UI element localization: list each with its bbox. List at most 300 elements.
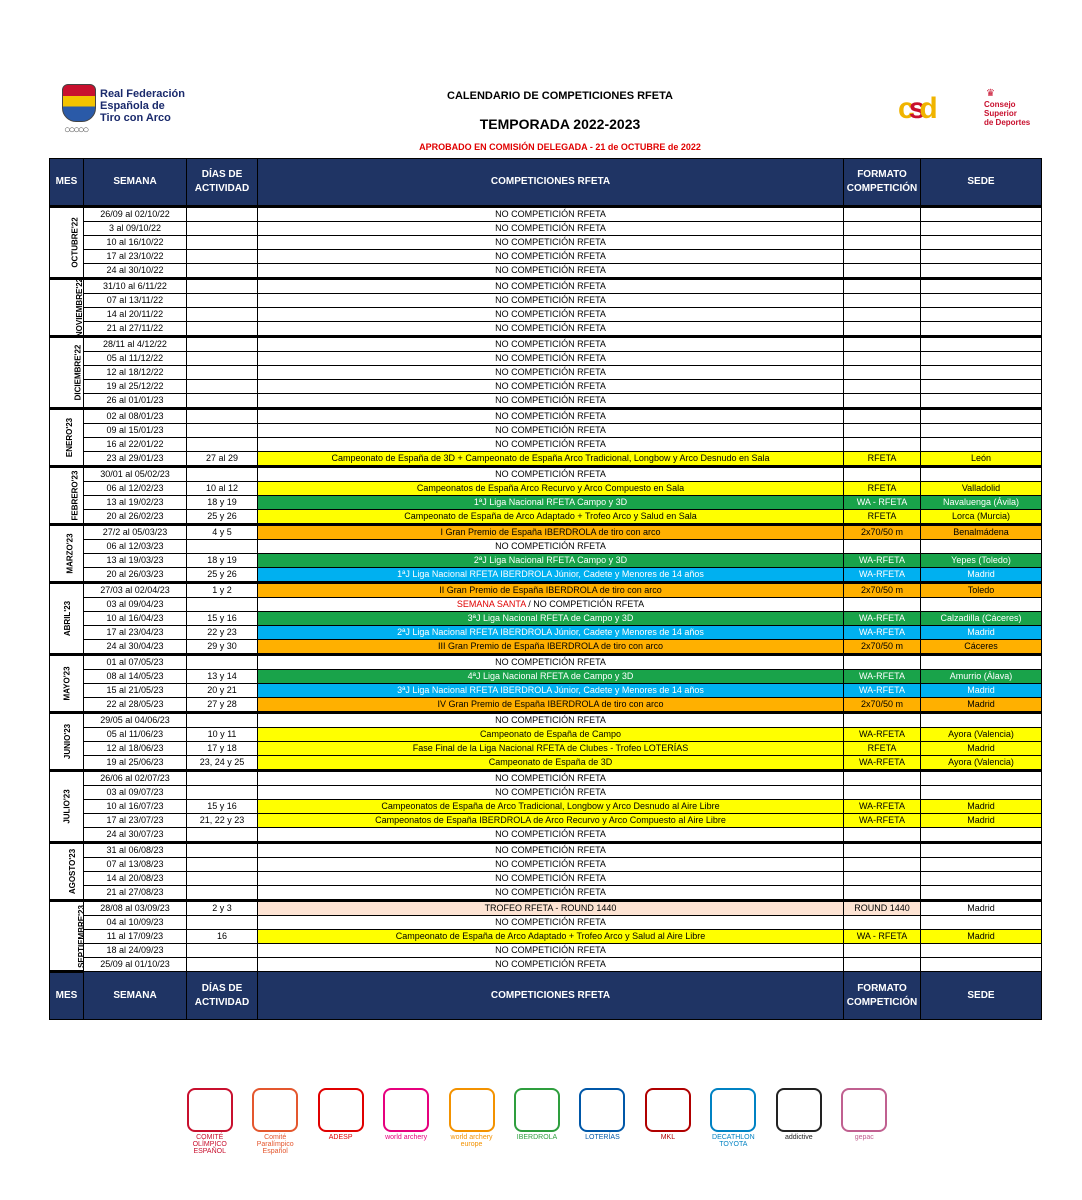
competition-cell: Campeonato de España de Arco Adaptado + Trofeo Arco y Salud en Sala — [258, 510, 844, 525]
week-cell: 30/01 al 05/02/23 — [84, 467, 187, 482]
venue-cell — [921, 655, 1042, 670]
week-cell: 24 al 30/04/23 — [84, 640, 187, 655]
competition-cell: NO COMPETICIÓN RFETA — [258, 294, 844, 308]
col-header-sede: SEDE — [921, 159, 1042, 207]
week-cell: 07 al 13/11/22 — [84, 294, 187, 308]
competition-cell: NO COMPETICIÓN RFETA — [258, 916, 844, 930]
iberdrola-logo — [507, 1088, 566, 1141]
format-cell — [844, 872, 921, 886]
competition-cell: NO COMPETICIÓN RFETA — [258, 886, 844, 901]
competition-cell: Campeonato de España de Arco Adaptado + Trofeo Arco y Salud al Aire Libre — [258, 930, 844, 944]
week-cell: 21 al 27/08/23 — [84, 886, 187, 901]
competition-cell: IV Gran Premio de España IBERDROLA de tiro con arco — [258, 698, 844, 713]
venue-cell: Lorca (Murcia) — [921, 510, 1042, 525]
venue-cell: Ayora (Valencia) — [921, 756, 1042, 771]
activity-days-cell — [187, 394, 258, 409]
format-cell — [844, 222, 921, 236]
competition-cell: NO COMPETICIÓN RFETA — [258, 944, 844, 958]
competition-cell: 3ªJ Liga Nacional RFETA IBERDROLA Júnior, Cadete y Menores de 14 años — [258, 684, 844, 698]
cpe-logo — [245, 1088, 304, 1155]
activity-days-cell: 18 y 19 — [187, 496, 258, 510]
competition-cell: Campeonatos de España de Arco Tradicional, Longbow y Arco Desnudo al Aire Libre — [258, 800, 844, 814]
competition-calendar-table — [49, 158, 1042, 1020]
table-row — [50, 424, 1042, 438]
activity-days-cell — [187, 598, 258, 612]
activity-days-cell — [187, 843, 258, 858]
table-row — [50, 828, 1042, 843]
format-cell — [844, 467, 921, 482]
format-cell: RFETA — [844, 510, 921, 525]
competition-cell: 4ªJ Liga Nacional RFETA de Campo y 3D — [258, 670, 844, 684]
venue-cell — [921, 394, 1042, 409]
table-row — [50, 771, 1042, 786]
month-label-text: MARZO'23 — [65, 533, 75, 574]
table-row — [50, 944, 1042, 958]
table-row — [50, 568, 1042, 583]
week-cell: 31/10 al 6/11/22 — [84, 279, 187, 294]
document-header — [50, 80, 1040, 152]
venue-cell: Madrid — [921, 742, 1042, 756]
sponsor-name: addictive — [784, 1134, 813, 1141]
activity-days-cell: 13 y 14 — [187, 670, 258, 684]
competition-text: / NO COMPETICIÓN RFETA — [525, 599, 645, 609]
table-row — [50, 438, 1042, 452]
format-cell: RFETA — [844, 482, 921, 496]
month-label — [50, 409, 84, 467]
addictive-logo-icon — [776, 1088, 822, 1132]
format-cell — [844, 207, 921, 222]
table-row — [50, 756, 1042, 771]
venue-cell: Cáceres — [921, 640, 1042, 655]
table-row — [50, 640, 1042, 655]
world-archery-logo-icon — [383, 1088, 429, 1132]
activity-days-cell: 18 y 19 — [187, 554, 258, 568]
format-cell — [844, 944, 921, 958]
competition-cell: NO COMPETICIÓN RFETA — [258, 236, 844, 250]
org-name-line3: Tiro con Arco — [100, 112, 171, 124]
activity-days-cell: 21, 22 y 23 — [187, 814, 258, 828]
month-label-text: ENERO'23 — [65, 417, 75, 458]
rfeta-logo — [58, 80, 198, 140]
month-label — [50, 901, 84, 972]
venue-cell — [921, 352, 1042, 366]
venue-cell: Madrid — [921, 814, 1042, 828]
format-cell: WA-RFETA — [844, 568, 921, 583]
activity-days-cell — [187, 366, 258, 380]
venue-cell: Yepes (Toledo) — [921, 554, 1042, 568]
format-cell — [844, 279, 921, 294]
activity-days-cell — [187, 380, 258, 394]
table-row — [50, 598, 1042, 612]
table-row — [50, 583, 1042, 598]
season-title: TEMPORADA 2022-2023 — [479, 116, 641, 132]
iberdrola-logo-icon — [514, 1088, 560, 1132]
activity-days-cell — [187, 771, 258, 786]
month-label-text: JUNIO'23 — [63, 723, 73, 760]
table-row — [50, 901, 1042, 916]
week-cell: 16 al 22/01/22 — [84, 438, 187, 452]
competition-cell: 3ªJ Liga Nacional RFETA de Campo y 3D — [258, 612, 844, 626]
activity-days-cell — [187, 236, 258, 250]
competition-cell: NO COMPETICIÓN RFETA — [258, 655, 844, 670]
week-cell: 23 al 29/01/23 — [84, 452, 187, 467]
activity-days-cell — [187, 713, 258, 728]
competition-cell: NO COMPETICIÓN RFETA — [258, 308, 844, 322]
table-row — [50, 698, 1042, 713]
table-header — [50, 159, 1042, 207]
competition-cell: NO COMPETICIÓN RFETA — [258, 467, 844, 482]
cpe-logo-icon — [252, 1088, 298, 1132]
competition-cell: NO COMPETICIÓN RFETA — [258, 250, 844, 264]
table-row — [50, 540, 1042, 554]
format-cell — [844, 958, 921, 972]
competition-cell: 2ªJ Liga Nacional RFETA IBERDROLA Júnior, Cadete y Menores de 14 años — [258, 626, 844, 640]
format-cell — [844, 786, 921, 800]
sponsor-name: LOTERÍAS — [585, 1134, 620, 1141]
week-cell: 01 al 07/05/23 — [84, 655, 187, 670]
week-cell: 21 al 27/11/22 — [84, 322, 187, 337]
loterias-logo-icon — [579, 1088, 625, 1132]
week-cell: 08 al 14/05/23 — [84, 670, 187, 684]
csd-mark-icon: csd — [898, 92, 932, 125]
week-cell: 28/08 al 03/09/23 — [84, 901, 187, 916]
format-cell — [844, 236, 921, 250]
venue-cell — [921, 958, 1042, 972]
week-cell: 06 al 12/02/23 — [84, 482, 187, 496]
competition-cell: III Gran Premio de España IBERDROLA de tiro con arco — [258, 640, 844, 655]
venue-cell — [921, 322, 1042, 337]
activity-days-cell — [187, 438, 258, 452]
month-label-text: NOVIEMBRE'22 — [75, 277, 85, 338]
competition-cell: Campeonatos de España IBERDROLA de Arco Recurvo y Arco Compuesto al Aire Libre — [258, 814, 844, 828]
world-archery-europe-logo-icon — [449, 1088, 495, 1132]
month-label — [50, 583, 84, 655]
competition-cell: NO COMPETICIÓN RFETA — [258, 540, 844, 554]
month-label-text: ABRIL'23 — [63, 600, 73, 637]
format-cell — [844, 438, 921, 452]
format-cell: WA-RFETA — [844, 756, 921, 771]
competition-cell: NO COMPETICIÓN RFETA — [258, 366, 844, 380]
competition-cell: NO COMPETICIÓN RFETA — [258, 958, 844, 972]
addictive-logo — [769, 1088, 828, 1141]
activity-days-cell — [187, 540, 258, 554]
table-row — [50, 250, 1042, 264]
activity-days-cell — [187, 467, 258, 482]
week-cell: 11 al 17/09/23 — [84, 930, 187, 944]
format-cell: 2x70/50 m — [844, 698, 921, 713]
venue-cell: Navaluenga (Ávila) — [921, 496, 1042, 510]
activity-days-cell: 10 y 11 — [187, 728, 258, 742]
activity-days-cell: 27 y 28 — [187, 698, 258, 713]
format-cell — [844, 366, 921, 380]
csd-logo — [898, 88, 1038, 138]
week-cell: 29/05 al 04/06/23 — [84, 713, 187, 728]
activity-days-cell: 27 al 29 — [187, 452, 258, 467]
table-row — [50, 510, 1042, 525]
week-cell: 15 al 21/05/23 — [84, 684, 187, 698]
format-cell — [844, 916, 921, 930]
venue-cell: Valladolid — [921, 482, 1042, 496]
venue-cell — [921, 222, 1042, 236]
table-footer-header — [50, 972, 1042, 1020]
format-cell: 2x70/50 m — [844, 525, 921, 540]
venue-cell — [921, 872, 1042, 886]
venue-cell: Toledo — [921, 583, 1042, 598]
table-row — [50, 482, 1042, 496]
sponsor-name: COMITÉ OLÍMPICO ESPAÑOL — [192, 1134, 227, 1155]
col-header-dias: DÍAS DE ACTIVIDAD — [187, 159, 258, 207]
csd-line2: Superior — [984, 109, 1017, 118]
gepac-logo-icon — [841, 1088, 887, 1132]
venue-cell — [921, 236, 1042, 250]
format-cell — [844, 409, 921, 424]
venue-cell: Madrid — [921, 930, 1042, 944]
week-cell: 31 al 06/08/23 — [84, 843, 187, 858]
competition-cell: NO COMPETICIÓN RFETA — [258, 264, 844, 279]
month-label — [50, 713, 84, 771]
week-cell: 10 al 16/04/23 — [84, 612, 187, 626]
venue-cell — [921, 424, 1042, 438]
competition-cell: NO COMPETICIÓN RFETA — [258, 858, 844, 872]
activity-days-cell: 2 y 3 — [187, 901, 258, 916]
month-label-text: DICIEMBRE'22 — [73, 344, 83, 401]
table-row — [50, 626, 1042, 640]
table-row — [50, 525, 1042, 540]
table-row — [50, 380, 1042, 394]
activity-days-cell: 22 y 23 — [187, 626, 258, 640]
venue-cell: Madrid — [921, 901, 1042, 916]
week-cell: 3 al 09/10/22 — [84, 222, 187, 236]
org-name-line2: Española de — [100, 100, 165, 112]
activity-days-cell — [187, 958, 258, 972]
table-row — [50, 670, 1042, 684]
activity-days-cell — [187, 207, 258, 222]
gepac-logo — [835, 1088, 894, 1141]
venue-cell — [921, 380, 1042, 394]
decathlon-toyota-logo — [704, 1088, 763, 1148]
week-cell: 13 al 19/02/23 — [84, 496, 187, 510]
venue-cell — [921, 786, 1042, 800]
week-cell: 19 al 25/06/23 — [84, 756, 187, 771]
week-cell: 27/03 al 02/04/23 — [84, 583, 187, 598]
table-row — [50, 222, 1042, 236]
table-row — [50, 308, 1042, 322]
crown-icon: ♛ — [986, 88, 995, 99]
competition-cell: NO COMPETICIÓN RFETA — [258, 409, 844, 424]
activity-days-cell — [187, 916, 258, 930]
table-row — [50, 264, 1042, 279]
venue-cell — [921, 294, 1042, 308]
table-row — [50, 858, 1042, 872]
table-row — [50, 916, 1042, 930]
competition-cell: NO COMPETICIÓN RFETA — [258, 424, 844, 438]
week-cell: 28/11 al 4/12/22 — [84, 337, 187, 352]
week-cell: 07 al 13/08/23 — [84, 858, 187, 872]
format-cell: WA-RFETA — [844, 800, 921, 814]
competition-cell: NO COMPETICIÓN RFETA — [258, 222, 844, 236]
activity-days-cell — [187, 424, 258, 438]
week-cell: 03 al 09/04/23 — [84, 598, 187, 612]
week-cell: 20 al 26/03/23 — [84, 568, 187, 583]
competition-cell: NO COMPETICIÓN RFETA — [258, 438, 844, 452]
activity-days-cell — [187, 308, 258, 322]
csd-line1: Consejo — [984, 100, 1016, 109]
format-cell: WA - RFETA — [844, 930, 921, 944]
activity-days-cell: 25 y 26 — [187, 568, 258, 583]
venue-cell: Madrid — [921, 568, 1042, 583]
activity-days-cell: 17 y 18 — [187, 742, 258, 756]
competition-cell: NO COMPETICIÓN RFETA — [258, 380, 844, 394]
venue-cell — [921, 540, 1042, 554]
sponsor-name: world archery europe — [450, 1134, 493, 1148]
sponsor-name: world archery — [385, 1134, 428, 1141]
month-label-text: SEPTIEMBRE'23 — [76, 904, 86, 968]
table-row — [50, 452, 1042, 467]
table-row — [50, 684, 1042, 698]
format-cell — [844, 886, 921, 901]
activity-days-cell — [187, 322, 258, 337]
week-cell: 26 al 01/01/23 — [84, 394, 187, 409]
week-cell: 06 al 12/03/23 — [84, 540, 187, 554]
week-cell: 14 al 20/11/22 — [84, 308, 187, 322]
decathlon-toyota-logo-icon — [710, 1088, 756, 1132]
venue-cell — [921, 598, 1042, 612]
competition-cell: NO COMPETICIÓN RFETA — [258, 352, 844, 366]
week-cell: 10 al 16/07/23 — [84, 800, 187, 814]
venue-cell: Benalmádena — [921, 525, 1042, 540]
month-label — [50, 467, 84, 525]
venue-cell: Madrid — [921, 800, 1042, 814]
venue-cell — [921, 843, 1042, 858]
venue-cell — [921, 771, 1042, 786]
table-row — [50, 612, 1042, 626]
format-cell: RFETA — [844, 452, 921, 467]
sponsor-name: Comité Paralímpico Español — [256, 1134, 294, 1155]
activity-days-cell — [187, 786, 258, 800]
sponsor-logos — [180, 1078, 900, 1158]
competition-cell: NO COMPETICIÓN RFETA — [258, 786, 844, 800]
col-header-mes: MES — [50, 159, 84, 207]
format-cell — [844, 828, 921, 843]
table-body — [50, 207, 1042, 972]
format-cell: 2x70/50 m — [844, 640, 921, 655]
competition-cell: II Gran Premio de España IBERDROLA de tiro con arco — [258, 583, 844, 598]
venue-cell: Ayora (Valencia) — [921, 728, 1042, 742]
month-label — [50, 771, 84, 843]
venue-cell: Madrid — [921, 626, 1042, 640]
table-row — [50, 554, 1042, 568]
week-cell: 18 al 24/09/23 — [84, 944, 187, 958]
week-cell: 05 al 11/12/22 — [84, 352, 187, 366]
format-cell: WA-RFETA — [844, 728, 921, 742]
venue-cell — [921, 337, 1042, 352]
week-cell: 26/09 al 02/10/22 — [84, 207, 187, 222]
adesp-logo — [311, 1088, 370, 1141]
venue-cell — [921, 916, 1042, 930]
format-cell — [844, 771, 921, 786]
rfeta-logo-text — [100, 88, 185, 124]
format-cell: WA-RFETA — [844, 626, 921, 640]
competition-cell: TROFEO RFETA - ROUND 1440 — [258, 901, 844, 916]
format-cell — [844, 308, 921, 322]
week-cell: 26/06 al 02/07/23 — [84, 771, 187, 786]
table-row — [50, 366, 1042, 380]
format-cell — [844, 380, 921, 394]
world-archery-logo — [376, 1088, 435, 1141]
competition-cell: NO COMPETICIÓN RFETA — [258, 394, 844, 409]
venue-cell — [921, 250, 1042, 264]
table-row — [50, 279, 1042, 294]
competition-cell: 1ªJ Liga Nacional RFETA IBERDROLA Júnior, Cadete y Menores de 14 años — [258, 568, 844, 583]
venue-cell — [921, 264, 1042, 279]
week-cell: 05 al 11/06/23 — [84, 728, 187, 742]
week-cell: 27/2 al 05/03/23 — [84, 525, 187, 540]
activity-days-cell: 15 y 16 — [187, 800, 258, 814]
competition-cell: NO COMPETICIÓN RFETA — [258, 279, 844, 294]
activity-days-cell — [187, 828, 258, 843]
week-cell: 12 al 18/12/22 — [84, 366, 187, 380]
holiday-label: SEMANA SANTA — [456, 599, 526, 609]
table-row — [50, 394, 1042, 409]
venue-cell: Calzadilla (Cáceres) — [921, 612, 1042, 626]
activity-days-cell — [187, 655, 258, 670]
month-label-text: MAYO'23 — [62, 666, 72, 701]
olympic-rings-icon: ○○○○○ — [64, 124, 88, 136]
mkl-logo — [638, 1088, 697, 1141]
table-row — [50, 207, 1042, 222]
table-row — [50, 872, 1042, 886]
venue-cell — [921, 409, 1042, 424]
competition-cell: I Gran Premio de España IBERDROLA de tiro con arco — [258, 525, 844, 540]
competition-cell: Fase Final de la Liga Nacional RFETA de Clubes - Trofeo LOTERÍAS — [258, 742, 844, 756]
venue-cell — [921, 279, 1042, 294]
activity-days-cell — [187, 944, 258, 958]
week-cell: 22 al 28/05/23 — [84, 698, 187, 713]
week-cell: 24 al 30/07/23 — [84, 828, 187, 843]
sponsor-name: DECATHLON TOYOTA — [712, 1134, 755, 1148]
format-cell — [844, 843, 921, 858]
week-cell: 20 al 26/02/23 — [84, 510, 187, 525]
table-row — [50, 496, 1042, 510]
venue-cell — [921, 944, 1042, 958]
format-cell: WA-RFETA — [844, 554, 921, 568]
activity-days-cell: 15 y 16 — [187, 612, 258, 626]
activity-days-cell: 4 y 5 — [187, 525, 258, 540]
loterias-logo — [573, 1088, 632, 1141]
format-cell: WA-RFETA — [844, 814, 921, 828]
venue-cell — [921, 366, 1042, 380]
competition-cell: Campeonato de España de 3D + Campeonato de España Arco Tradicional, Longbow y Arco Desnudo en Sala — [258, 452, 844, 467]
table-row — [50, 930, 1042, 944]
activity-days-cell — [187, 222, 258, 236]
table-row — [50, 337, 1042, 352]
format-cell — [844, 294, 921, 308]
format-cell — [844, 352, 921, 366]
venue-cell — [921, 438, 1042, 452]
month-label — [50, 337, 84, 409]
sponsor-name: IBERDROLA — [516, 1134, 558, 1141]
table-row — [50, 843, 1042, 858]
rfeta-crest-icon — [62, 84, 96, 122]
week-cell: 19 al 25/12/22 — [84, 380, 187, 394]
activity-days-cell — [187, 409, 258, 424]
activity-days-cell: 16 — [187, 930, 258, 944]
week-cell: 02 al 08/01/23 — [84, 409, 187, 424]
format-cell: RFETA — [844, 742, 921, 756]
competition-cell: NO COMPETICIÓN RFETA — [258, 872, 844, 886]
coe-logo-icon — [187, 1088, 233, 1132]
table-row — [50, 814, 1042, 828]
